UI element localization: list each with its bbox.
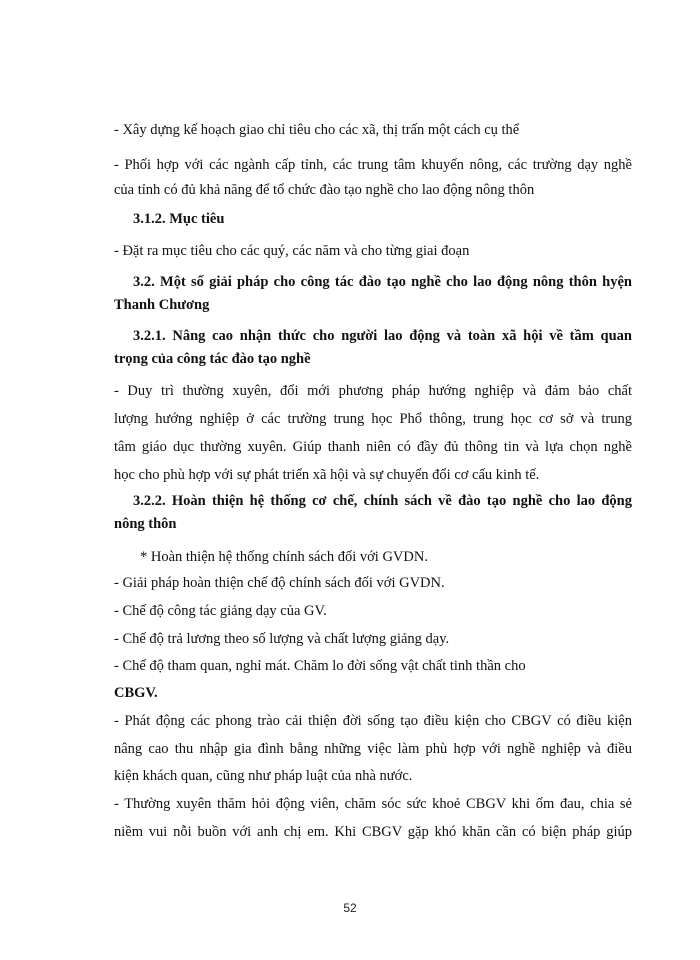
subsection-heading: nông thôn <box>114 516 177 532</box>
list-item: - Giải pháp hoàn thiện chế độ chính sách đối với GVDN. <box>114 575 445 591</box>
list-item: CBGV. <box>114 685 158 701</box>
section-heading: 3.2. Một số giải pháp cho công tác đào tạo nghề cho lao động nông thôn hyện <box>133 274 632 290</box>
list-item: - Chế độ công tác giảng dạy của GV. <box>114 603 327 619</box>
list-item: * Hoàn thiện hệ thống chính sách đối với GVDN. <box>140 549 428 565</box>
subsection-heading: 3.2.1. Nâng cao nhận thức cho người lao động và toàn xã hội về tầm quan <box>133 328 632 344</box>
bullet-line: - Xây dựng kế hoạch giao chỉ tiêu cho các xã, thị trấn một cách cụ thể <box>114 122 520 138</box>
paragraph-line: tâm giáo dục thường xuyên. Giúp thanh niên có đầy đủ thông tin và lựa chọn nghề <box>114 439 632 455</box>
paragraph-line: kiện khách quan, cũng như pháp luật của nhà nước. <box>114 768 413 784</box>
paragraph-line: nâng cao thu nhập gia đình bằng những việc làm phù hợp với nghề nghiệp và điều <box>114 741 632 757</box>
paragraph-line: niềm vui nỗi buồn với anh chị em. Khi CBGV gặp khó khăn cần có biện pháp giúp <box>114 824 632 840</box>
subsection-heading: trọng của công tác đào tạo nghề <box>114 351 311 367</box>
section-heading: 3.1.2. Mục tiêu <box>133 211 225 227</box>
list-item: - Chế độ tham quan, nghỉ mát. Chăm lo đời sống vật chất tinh thần cho <box>114 658 526 674</box>
bullet-line: - Đặt ra mục tiêu cho các quý, các năm và cho từng giai đoạn <box>114 243 470 259</box>
bullet-line: - Phối hợp với các ngành cấp tỉnh, các trung tâm khuyến nông, các trường dạy nghề <box>114 157 632 173</box>
list-item: - Chế độ trả lương theo số lượng và chất lượng giảng dạy. <box>114 631 450 647</box>
paragraph-line: lượng hướng nghiệp ở các trường trung học Phổ thông, trung học cơ sở và trung <box>114 411 632 427</box>
subsection-heading: 3.2.2. Hoàn thiện hệ thống cơ chế, chính sách về đào tạo nghề cho lao động <box>133 493 632 509</box>
page-number: 52 <box>343 901 357 915</box>
list-item: - Thường xuyên thăm hỏi động viên, chăm sóc sức khoẻ CBGV khi ốm đau, chia sẻ <box>114 796 632 812</box>
paragraph-line: - Duy trì thường xuyên, đổi mới phương pháp hướng nghiệp và đảm bảo chất <box>114 383 632 399</box>
section-heading: Thanh Chương <box>114 297 210 313</box>
paragraph-line: của tỉnh có đủ khả năng để tổ chức đào tạo nghề cho lao động nông thôn <box>114 182 535 198</box>
paragraph-line: học cho phù hợp với sự phát triển xã hội và sự chuyển đổi cơ cấu kinh tế. <box>114 467 540 483</box>
list-item: - Phát động các phong trào cải thiện đời sống tạo điều kiện cho CBGV có điều kiện <box>114 713 632 729</box>
